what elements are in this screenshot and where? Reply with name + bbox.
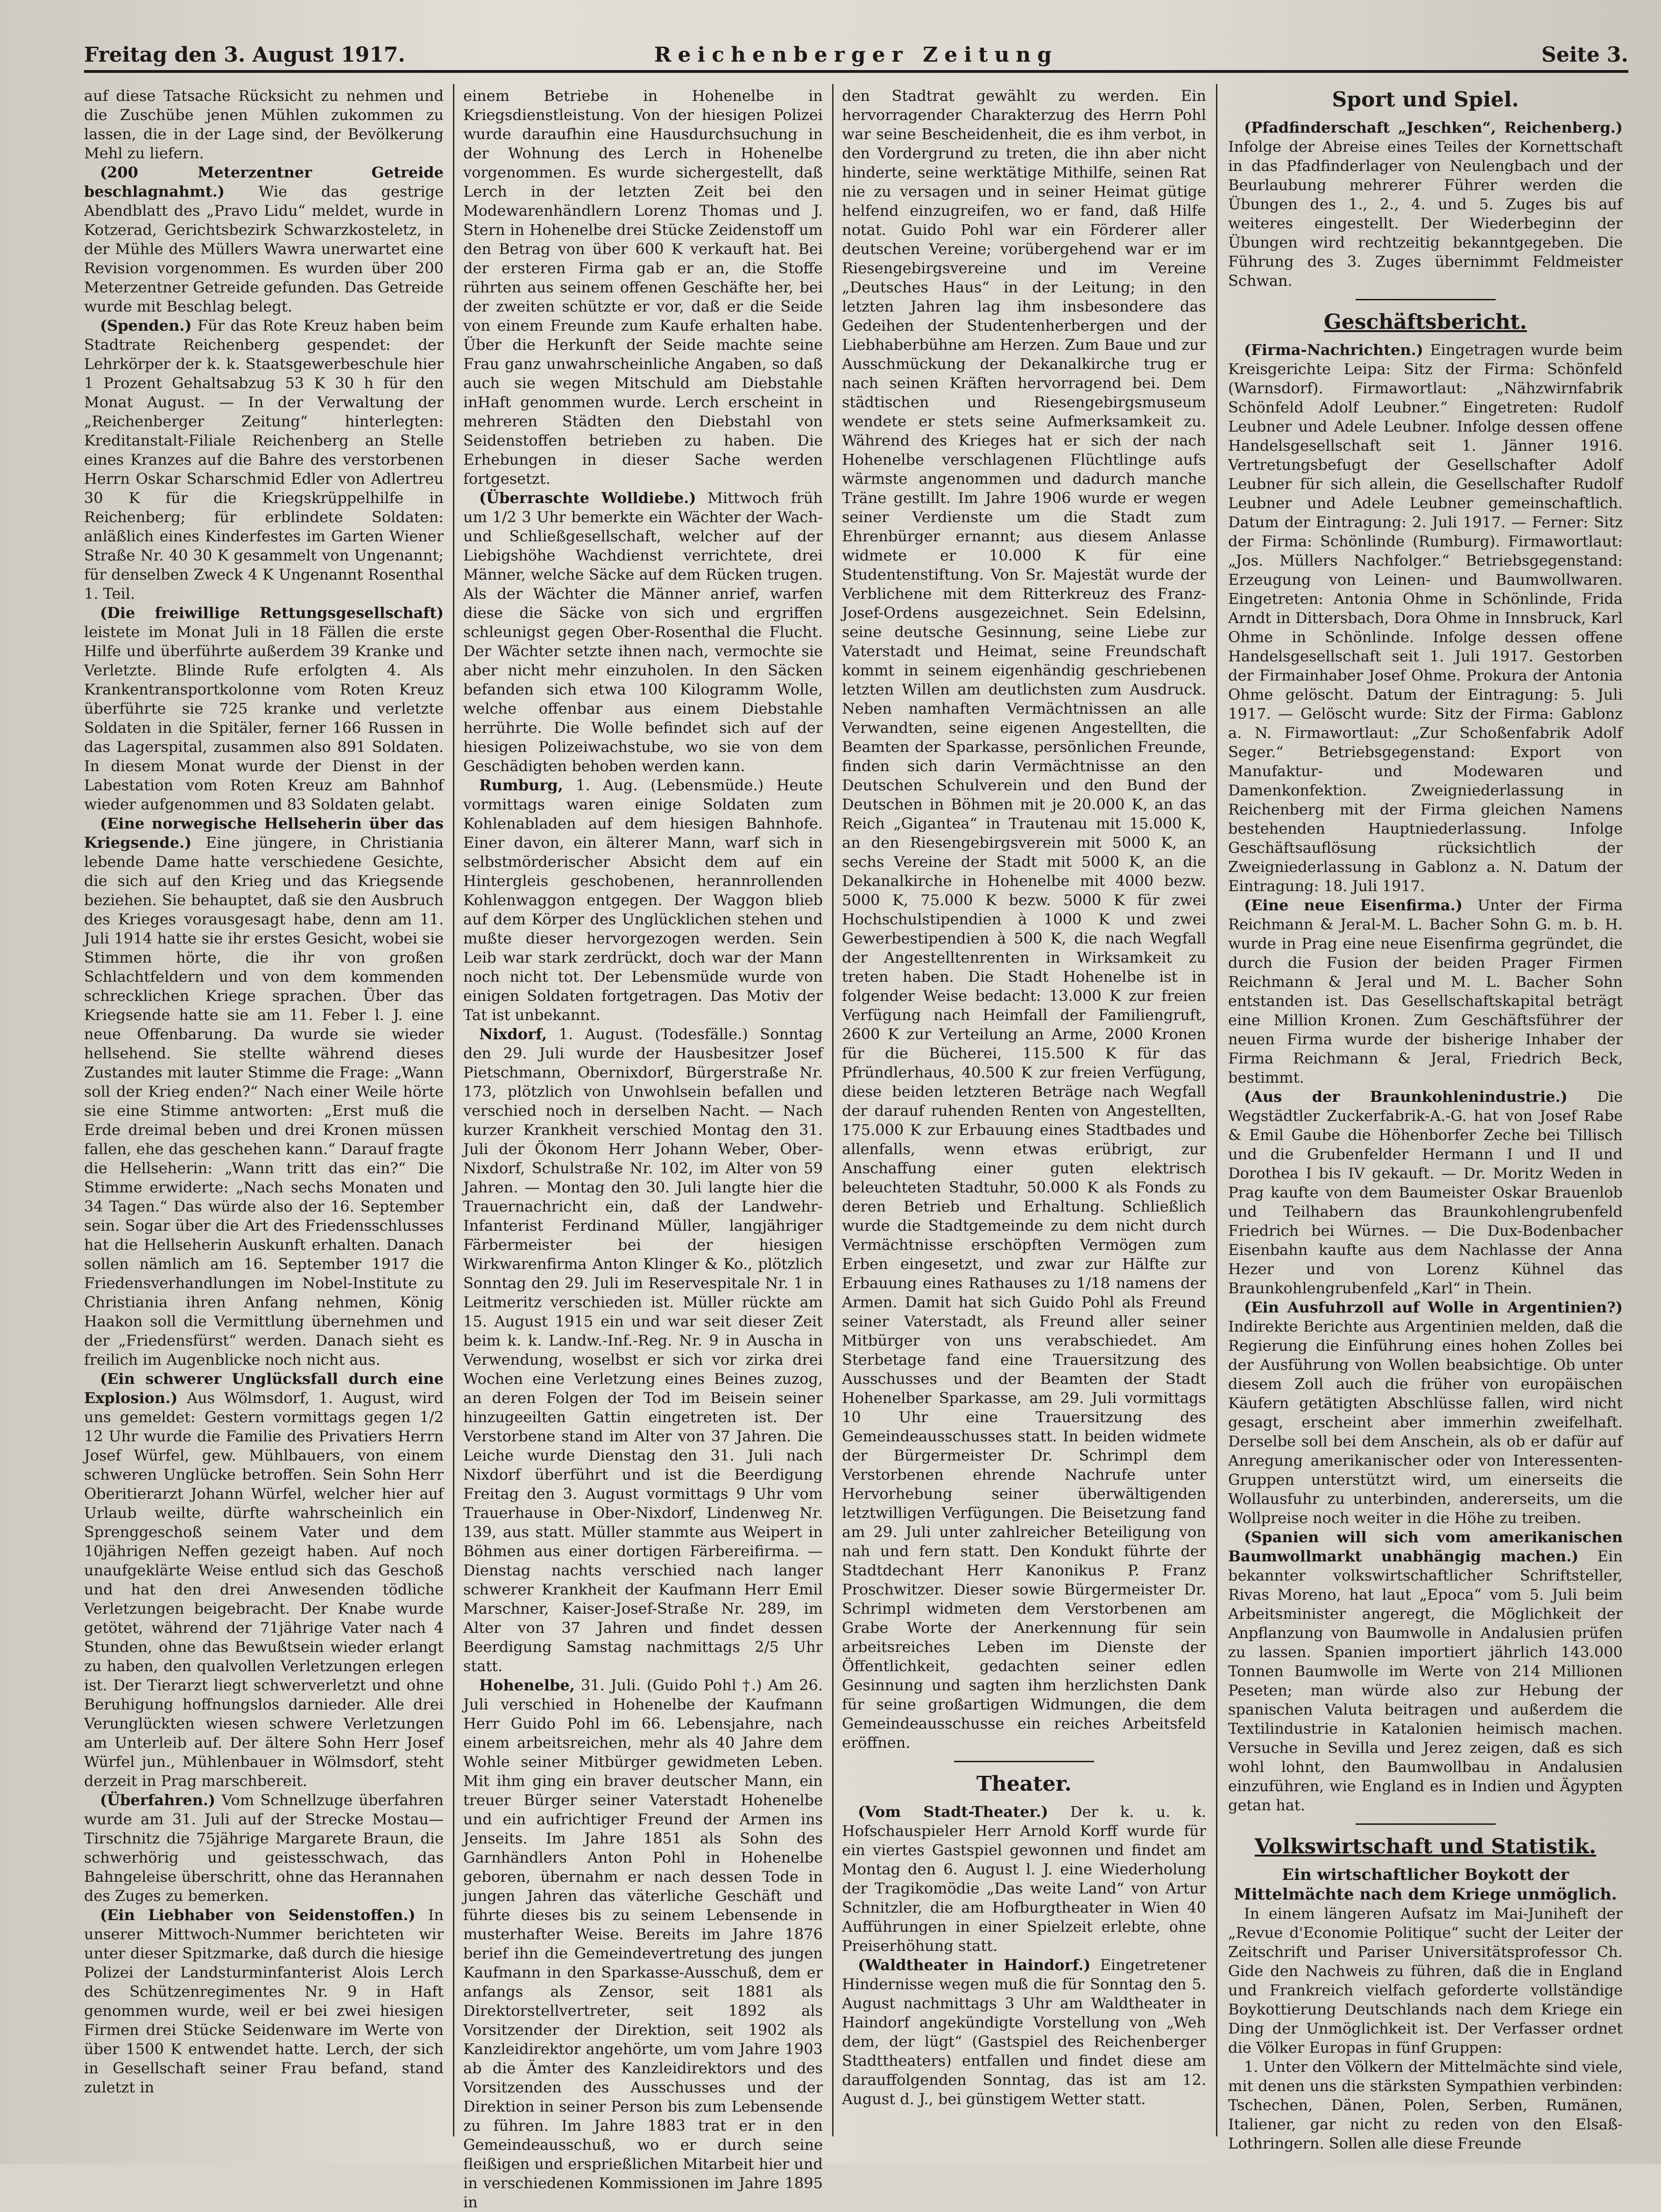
theater-section-title: Theater.	[976, 1772, 1072, 1796]
article-paragraph	[84, 1791, 444, 1906]
article-text: Eingetretener Hindernisse wegen muß die für Sonntag den 5. August nachmittags 3 Uhr am Waldtheater in Haindorf angekündigte Vorstellung von „Weh dem, der lügt“ (Gastspiel des Reichenberger Stadttheaters) entfallen und findet diese am darauffolgenden Sonntag, das ist am 12. August d. J., bei günstigem Wetter statt.	[842, 1956, 1206, 2108]
article-heading: (Ein Liebhaber von Seidenstoffen.)	[100, 1906, 416, 1924]
article-text: Unter der Firma Reichmann & Jeral-M. L. Bacher Sohn G. m. b. H. wurde in Prag eine neue Eisenfirma gegründet, die durch die Fusion der beiden Prager Firmen Reichmann & Jeral und M. L. Bacher Sohn entstanden ist. Das Gesellschaftskapital beträgt eine Million Kronen. Zum Geschäftsführer der neuen Firma wurde der bisherige Inhaber der Firma Reichmann & Jeral, Friedrich Beck, bestimmt.	[1228, 896, 1623, 1086]
article-text: Der k. u. k. Hofschauspieler Herr Arnold Korff wurde für ein viertes Gastspiel gewonnen und findet am Montag den 6. August l. J. eine Wiederholung der Tragikomödie „Das weite Land“ von Artur Schnitzler, die am Hofburgtheater in Wien 40 Aufführungen in einer Spielzeit erlebte, ohne Preiserhöhung statt.	[842, 1803, 1207, 1955]
article-text: 1. Unter den Völkern der Mittelmächte sind viele, mit denen uns die stärksten Sympathien verbinden: Tschechen, Dänen, Polen, Serben, Rumänen, Italiener, gar nicht zu reden von den Elsaß-Lothringern. Sollen alle diese Freunde	[1228, 2058, 1623, 2152]
article-text: Vom Schnellzuge überfahren wurde am 31. Juli auf der Strecke Mostau—Tirschnitz die 75jährige Margarete Braun, die schwerhörig und geistesschwach, das Bahngeleise überschritt, ohne das Herannahen des Zuges zu bemerken.	[84, 1791, 444, 1905]
article-heading: (Spenden.)	[100, 317, 192, 334]
article-heading: (Eine neue Eisenfirma.)	[1244, 896, 1463, 914]
economy-section-title: Volkswirtschaft und Statistik.	[1254, 1835, 1597, 1858]
column-1	[84, 86, 444, 2136]
article-text: leistete im Monat Juli in 18 Fällen die erste Hilfe und überführte außerdem 39 Kranke und Verletzte. Blinde Rufe erfolgten 4. Als Krankentransportkolonne vom Roten Kreuz überführte sie 725 kranke und verletzte Soldaten in die Spitäler, ferner 166 Russen in das Lagerspital, zusammen also 891 Soldaten. In diesem Monat wurde der Dienst in der Labestation vom Roten Kreuz am Bahnhof wieder aufgenommen und 83 Soldaten gelabt.	[84, 623, 444, 813]
article-heading: (Ein schwerer Unglücksfall durch eine Explosion.)	[84, 1370, 444, 1407]
article-paragraph	[842, 1802, 1206, 1956]
article-heading: (Pfadfinderschaft „Jeschken“, Reichenberg.)	[1244, 119, 1623, 136]
header-date: Freitag den 3. August 1917.	[84, 43, 405, 67]
article-paragraph	[1228, 340, 1623, 896]
article-text: auf diese Tatsache Rücksicht zu nehmen und die Zuschübe jenen Mühlen zukommen zu lassen, die in der Lage sind, der Bevölkerung Mehl zu liefern.	[84, 87, 444, 162]
article-heading: (Überraschte Wolldiebe.)	[479, 489, 696, 507]
article-text: Für das Rote Kreuz haben beim Stadtrate Reichenberg gespendet: der Lehrkörper der k. k. Staatsgewerbeschule hier 1 Prozent Gehaltsabzug 53 K 30 h für den Monat August. — In der Verwaltung der „Reichenberger Zeitung“ hinterlegten: Kreditanstalt-Filiale Reichenberg an Stelle eines Kranzes auf die Bahre des verstorbenen Herrn Oskar Scharschmid Edler von Adlertreu 30 K für die Kriegskrüppelhilfe in Reichenberg; für erblindete Soldaten: anläßlich eines Kinderfestes im Garten Wiener Straße Nr. 40 30 K gesammelt von Ungenannt; für denselben Zweck 4 K Ungenannt Rosenthal 1. Teil.	[84, 317, 444, 603]
article-paragraph	[84, 814, 444, 1369]
column-3	[842, 86, 1206, 2136]
article-paragraph	[1228, 2057, 1623, 2153]
article-heading: (Eine norwegische Hellseherin über das Kriegsende.)	[84, 815, 444, 851]
article-paragraph	[1228, 1528, 1623, 1815]
article-text: Eine jüngere, in Christiania lebende Dame hatte verschiedene Gesichte, die sich auf den Krieg und das Kriegsende beziehen. Sie behauptet, daß sie den Ausbruch des Krieges vorausgesagt habe, denn am 11. Juli 1914 hatte sie ihr erstes Gesicht, wobei sie Stimmen hörte, die ihr von großen Schlachtfeldern und von dem kommenden schrecklichen Kriege sprachen. Über das Kriegsende hatte sie am 11. Feber l. J. eine neue Offenbarung. Da wurde sie wieder hellsehend. Sie stellte während dieses Zustandes mit lauter Stimme die Frage: „Wann soll der Krieg enden?“ Nach einer Weile hörte sie eine Stimme antworten: „Erst muß die Erde dreimal beben und drei Kronen müssen fallen, ehe das geschehen kann.“ Darauf fragte die Hellseherin: „Wann tritt das ein?“ Die Stimme erwiderte: „Nach sechs Monaten und 34 Tagen.“ Das würde also der 16. September sein. Sogar über die Art des Friedensschlusses hat die Hellseherin Auskunft erhalten. Danach sollen nämlich am 16. September 1917 die Friedensverhandlungen im Nobel-Institute zu Christiania ihren Anfang nehmen, König Haakon soll die Vermittlung übernehmen und der „Friedensfürst“ werden. Danach sieht es freilich im Augenblicke noch nicht aus.	[84, 834, 444, 1368]
article-text: den Stadtrat gewählt zu werden. Ein hervorragender Charakterzug des Herrn Pohl war seine Bescheidenheit, die es ihm verbot, in den Vordergrund zu treten, die ihn aber nicht hinderte, seine werktätige Mithilfe, seinen Rat nie zu versagen und in seiner Heimat gütige helfend einzugreifen, wo er fand, daß Hilfe notat. Guido Pohl war ein Förderer aller deutschen Vereine; vorübergehend war er im Riesengebirgsvereine und im Vereine „Deutsches Haus“ in der Leitung; in den letzten Jahren lag ihm insbesondere das Gedeihen der Studentenherbergen und der Liebhaberbühne am Herzen. Zum Baue und zur Ausschmückung der Dekanalkirche trug er nach seinen Kräften hervorragend bei. Dem städtischen und Riesengebirgsmuseum wendete er stets seine Aufmerksamkeit zu. Während des Krieges hat er sich der nach Hohenelbe verschlagenen Flüchtlinge aufs wärmste angenommen und dadurch manche Träne gestillt. Im Jahre 1906 wurde er wegen seiner Verdienste um die Stadt zum Ehrenbürger ernannt; aus diesem Anlasse widmete er 10.000 K für eine Studentenstiftung. Von Sr. Majestät wurde der Verblichene mit dem Ritterkreuz des Franz-Josef-Ordens ausgezeichnet. Sein Edelsinn, seine deutsche Gesinnung, seine Liebe zur Vaterstadt und Heimat, seine Freundschaft kommt in seinem eigenhändig geschriebenen letzten Willen am deutlichsten zum Ausdruck. Neben namhaften Vermächtnissen an alle Verwandten, seine eigenen Angestellten, die Beamten der Sparkasse, persönlichen Freunde, finden sich darin Vermächtnisse an den Deutschen Schulverein und den Bund der Deutschen in Böhmen mit je 20.000 K, an das Reich „Gigantea“ in Trautenau mit 15.000 K, an den Riesengebirgsverein mit 5000 K, an sechs Vereine der Stadt mit 5000 K, an die Dekanalkirche in Hohenelbe mit 4000 bezw. 5000 K, 75.000 K bezw. 5000 K für zwei Hochschulstipendien à 1000 K und zwei Gewerbestipendien à 500 K, die nach Wegfall der Angestelltenrenten in Wirksamkeit zu treten haben. Die Stadt Hohenelbe ist in folgender Weise bedacht: 13.000 K zur freien Verfügung nach Heimfall der Familiengruft, 2600 K zur Verteilung an Arme, 2000 Kronen für die Bücherei, 115.500 K für das Pfründlerhaus, 40.500 K zur freien Verfügung, diese beiden letzteren Beträge nach Wegfall der darauf ruhenden Renten von Angestellten, 175.000 K zur Erbauung eines Stadtbades und allenfalls, wenn etwas erübrigt, zur Anschaffung einer guten elektrisch beleuchteten Stadtuhr, 50.000 K als Fonds zu deren Betrieb und Erhaltung. Schließlich wurde die Stadtgemeinde zu dem nicht durch Vermächtnisse erschöpften Vermögen zum Erben eingesetzt, und zwar zur Hälfte zur Erbauung eines Rathauses zu 1/18 namens der Armen. Damit hat sich Guido Pohl als Freund seiner Vaterstadt, als Freund aller seiner Mitbürger von uns verabschiedet. Am Sterbetage fand eine Trauersitzung des Ausschusses und der Beamten der Stadt Hohenelber Sparkasse, am 29. Juli vormittags 10 Uhr eine Trauersitzung des Gemeindeausschusses statt. In beiden widmete der Bürgermeister Dr. Schrimpl dem Verstorbenen ehrende Nachrufe unter Hervorhebung seiner überwältigenden letztwilligen Verfügungen. Die Beisetzung fand am 29. Juli unter zahlreicher Beteiligung von nah und fern statt. Den Kondukt führte der Stadtdechant Herr Kanonikus P. Franz Proschwitzer. Dieser sowie Bürgermeister Dr. Schrimpl widmeten dem Verstorbenen am Grabe Worte der Anerkennung für sein arbeitsreiches Leben im Dienste der Öffentlichkeit, gedachten seiner edlen Gesinnung und sagten ihm herzlichsten Dank für seine großartigen Widmungen, die dem Gemeindeausschusse ein reiches Arbeitsfeld eröffnen.	[842, 87, 1206, 1751]
article-text: Aus Wölmsdorf, 1. August, wird uns gemeldet: Gestern vormittags gegen 1/2 12 Uhr wurde die Familie des Privatiers Herrn Josef Würfel, gew. Mühlbauers, von einem schweren Unglücke betroffen. Sein Sohn Herr Oberitierarzt Johann Würfel, welcher hier auf Urlaub weilte, dürfte wahrscheinlich ein Sprenggeschoß seinem Vater und dem 10jährigen Neffen gezeigt haben. Auf noch unaufgeklärte Weise entlud sich das Geschoß und hat den drei Anwesenden tödliche Verletzungen beigebracht. Der Knabe wurde getötet, während der 71jährige Vater nach 4 Stunden, ohne das Bewußtsein wieder erlangt zu haben, den qualvollen Verletzungen erlegen ist. Der Tierarzt liegt schwerverletzt und ohne Beruhigung hoffnungslos darnieder. Alle drei Verunglückten wiesen schwere Verletzungen am Unterleib auf. Der ältere Sohn Herr Josef Würfel jun., Mühlenbauer in Wölmsdorf, steht derzeit in Prag marschbereit.	[84, 1389, 444, 1790]
article-heading: Hohenelbe,	[479, 1676, 575, 1694]
article-paragraph	[84, 86, 444, 163]
article-paragraph	[84, 163, 444, 316]
section-separator	[1356, 1823, 1496, 1825]
article-paragraph	[1228, 118, 1623, 291]
column-rule	[832, 84, 834, 2136]
article-heading: (200 Meterzentner Getreide beschlagnahmt.)	[84, 163, 444, 200]
article-text: 31. Juli. (Guido Pohl †.) Am 26. Juli verschied in Hohenelbe der Kaufmann Herr Guido Pohl im 66. Lebensjahre, nach einem arbeitsreichen, mehr als 40 Jahre dem Wohle seiner Mitbürger gewidmeten Leben. Mit ihm ging ein braver deutscher Mann, ein treuer Bürger seiner Vaterstadt Hohenelbe und ein aufrichtiger Freund der Armen ins Jenseits. Im Jahre 1851 als Sohn des Garnhändlers Anton Pohl in Hohenelbe geboren, übernahm er nach dessen Tode in jungen Jahren das väterliche Geschäft und führte dieses bis zu seinem Lebensende in musterhafter Weise. Bereits im Jahre 1876 berief ihn die Gemeindevertretung des jungen Kaufmann in den Sparkasse-Ausschuß, dem er anfangs als Zensor, seit 1881 als Direktorstellvertreter, seit 1892 als Vorsitzender der Direktion, seit 1902 als Kanzleidirektor angehörte, um vom Jahre 1903 ab die Ämter des Kanzleidirektors und des Vorsitzenden des Ausschusses und der Direktion in seiner Person bis zum Lebensende zu führen. Im Jahre 1883 trat er in den Gemeindeausschuß, wo er durch seine fleißigen und ersprießlichen Mitarbeit hier und in verschiedenen Kommissionen im Jahre 1895 in	[463, 1676, 823, 2211]
article-heading: Rumburg,	[479, 776, 563, 794]
article-text: Mittwoch früh um 1/2 3 Uhr bemerkte ein Wächter der Wach- und Schließgesellschaft, welcher auf der Liebigshöhe Wachdienst verrichtete, drei Männer, welche Säcke auf dem Rücken trugen. Als der Wächter die Männer anrief, warfen diese die Säcke von sich und ergriffen schleunigst gegen Ober-Rosenthal die Flucht. Der Wächter setzte ihnen nach, vermochte sie aber nicht mehr einzuholen. In den Säcken befanden sich etwa 100 Kilogramm Wolle, welche offenbar aus einem Diebstahle herrührte. Die Wolle befindet sich auf der hiesigen Polizeiwachstube, wo sie von dem Geschädigten behoben werden kann.	[463, 489, 823, 775]
article-heading: (Spanien will sich vom amerikanischen Baumwollmarkt unabhängig machen.)	[1228, 1528, 1623, 1565]
article-heading: (Waldtheater in Haindorf.)	[858, 1956, 1091, 1974]
article-text: 1. August. (Todesfälle.) Sonntag den 29. Juli wurde der Hausbesitzer Josef Pietschmann, Obernixdorf, Bürgerstraße Nr. 173, plötzlich von Unwohlsein befallen und verschied noch in derselben Nacht. — Nach kurzer Krankheit verschied Montag den 31. Juli der Ökonom Herr Johann Weber, Ober-Nixdorf, Schulstraße Nr. 102, im Alter von 59 Jahren. — Montag den 30. Juli langte hier die Trauernachricht ein, daß der Landwehr-Infanterist Ferdinand Müller, langjähriger Färbermeister bei der hiesigen Wirkwarenfirma Anton Klinger & Ko., plötzlich Sonntag den 29. Juli im Reservespitale Nr. 1 in Leitmeritz verschieden ist. Müller rückte am 15. August 1915 ein und war seit dieser Zeit beim k. k. Landw.-Inf.-Reg. Nr. 9 in Auscha in Verwendung, woselbst er sich vor zirka drei Wochen eine Verletzung eines Beines zuzog, an deren Folgen der Tod im Beisein seiner hinzugeeilten Gattin eingetreten ist. Der Verstorbene stand im Alter von 37 Jahren. Die Leiche wurde Dienstag den 31. Juli nach Nixdorf überführt und ist die Beerdigung Freitag den 3. August vormittags 9 Uhr vom Trauerhause in Ober-Nixdorf, Lindenweg Nr. 139, aus statt. Müller stammte aus Weipert in Böhmen aus einer dortigen Färbereifirma. — Dienstag nachts verschied nach langer schwerer Krankheit der Kaufmann Herr Emil Marschner, Kaiser-Josef-Straße Nr. 289, im Alter von 37 Jahren und findet dessen Beerdigung Samstag nachmittags 2/5 Uhr statt.	[463, 1025, 823, 1675]
column-2	[463, 86, 823, 2211]
column-4	[1228, 86, 1623, 2152]
article-text: Infolge der Abreise eines Teiles der Kornettschaft in das Pfadfinderlager von Neulengbach und der Beurlaubung mehrerer Führer werden die Übungen des 1., 2., 4. und 5. Zuges bis auf weiteres eingestellt. Der Wiederbeginn der Übungen wird rechtzeitig bekanntgegeben. Die Führung des 3. Zuges übernimmt Feldmeister Schwan.	[1228, 138, 1623, 290]
economy-subheading: Ein wirtschaftlicher Boykott der Mittelmächte nach dem Kriege unmöglich.	[1234, 1865, 1617, 1904]
article-heading: (Überfahren.)	[100, 1791, 216, 1809]
page-header	[84, 41, 1628, 73]
article-text: einem Betriebe in Hohenelbe in Kriegsdienstleistung. Von der hiesigen Polizei wurde daraufhin eine Hausdurchsuchung in der Wohnung des Lerch in Hohenelbe vorgenommen. Es wurde sichergestellt, daß Lerch in der letzten Zeit bei den Modewarenhändlern Lorenz Thomas und J. Stern in Hohenelbe drei Stücke Zeidenstoff um den Betrag von über 600 K verkauft hat. Bei der ersteren Firma gab er an, die Stoffe rührten aus seinem offenen Geschäfte her, bei der zweiten schützte er vor, daß er die Seide von einem Freunde zum Kaufe erhalten habe. Über die Herkunft der Seide machte seine Frau ganz unwahrscheinliche Angaben, so daß auch sie wegen Mitschuld am Diebstahle inHaft genommen wurde. Lerch erscheint in mehreren Städten den Diebstahl von Seidenstoffen betrieben zu haben. Die Erhebungen in dieser Sache werden fortgesetzt.	[463, 87, 823, 488]
article-text: In unserer Mittwoch-Nummer berichteten wir unter dieser Spitzmarke, daß durch die hiesige Polizei der Landsturminfanterist Alois Lerch des Schützenregimentes Nr. 9 in Haft genommen wurde, weil er bei zwei hiesigen Firmen drei Stücke Seidenware im Werte von über 1500 K entwendet hatte. Lerch, der sich in Gesellschaft seiner Frau befand, stand zuletzt in	[84, 1906, 444, 2096]
article-paragraph	[84, 1369, 444, 1791]
article-paragraph	[84, 603, 444, 814]
article-heading: (Aus der Braunkohlenindustrie.)	[1244, 1088, 1568, 1106]
article-heading: Nixdorf,	[479, 1025, 547, 1043]
article-text: Wie das gestrige Abendblatt des „Pravo Lidu“ meldet, wurde in Kotzerad, Gerichtsbezirk Schwarzkosteletz, in der Mühle des Müllers Wawra unerwartet eine Revision vorgenommen. Es wurden über 200 Meterzentner Getreide gefunden. Das Getreide wurde mit Beschlag belegt.	[84, 183, 444, 315]
article-heading: (Die freiwillige Rettungsgesellschaft)	[100, 604, 444, 622]
masthead: Reichenberger Zeitung	[654, 43, 1059, 67]
article-heading: (Vom Stadt-Theater.)	[858, 1803, 1048, 1821]
page-number: Seite 3.	[1541, 43, 1628, 67]
article-text: Die Wegstädtler Zuckerfabrik-A.-G. hat von Josef Rabe & Emil Gaube die Höhenborfer Zeche bei Tillisch und die Grubenfelder Hermann I und II und Dorothea I bis IV gekauft. — Dr. Moritz Weden in Prag kaufte von dem Baumeister Oskar Brauenlob und Teilhabern das Braunkohlengrubenfeld Friedrich bei Würnes. — Die Dux-Bodenbacher Eisenbahn kaufte aus dem Nachlasse der Anna Hezer und von Lorenz Kühnel das Braunkohlengrubenfeld „Karl“ in Thein.	[1228, 1088, 1623, 1297]
article-text: 1. Aug. (Lebensmüde.) Heute vormittags waren einige Soldaten zum Kohlenabladen auf dem hiesigen Bahnhofe. Einer davon, ein älterer Mann, warf sich in selbstmörderischer Absicht dem auf ein Hintergleis geschobenen, herannrollenden Kohlenwaggon entgegen. Der Waggon blieb auf dem Körper des Unglücklichen stehen und mußte dieser hervorgezogen werden. Sein Leib war stark zerdrückt, doch war der Mann noch nicht tot. Der Lebensmüde wurde von einigen Soldaten fortgetragen. Das Motiv der Tat ist unbekannt.	[463, 776, 823, 1024]
article-paragraph	[84, 316, 444, 603]
section-separator	[1356, 299, 1496, 300]
article-paragraph	[463, 776, 823, 1025]
article-text: Ein bekannter volkswirtschaftlicher Schriftsteller, Rivas Moreno, hat laut „Epoca“ vom 5. Juli beim Arbeitsminister angeregt, die Möglichkeit der Anpflanzung von Baumwolle in Andalusien prüfen zu lassen. Spanien importiert jährlich 143.000 Tonnen Baumwolle im Werte von 214 Millionen Peseten; man würde also zur Hebung der spanischen Valuta beitragen und außerdem die Textilindustrie in Katalonien heimisch machen. Versuche in Sevilla und Jerez zeigen, daß es sich wohl lohnt, den Baumwollbau in Andalusien einzuführen, wie England es in Indien und Ägypten getan hat.	[1228, 1547, 1623, 1814]
section-separator	[954, 1761, 1094, 1762]
article-paragraph	[463, 489, 823, 776]
article-paragraph	[463, 1025, 823, 1676]
sport-section-title: Sport und Spiel.	[1332, 88, 1519, 112]
article-paragraph	[463, 1676, 823, 2212]
article-text: In einem längeren Aufsatz im Mai-Juniheft der „Revue d'Economie Politique“ sucht der Leiter der Zeitschrift und Pariser Universitätsprofessor Ch. Gide den Nachweis zu führen, daß die in England und Frankreich vielfach geforderte vollständige Boykottierung Deutschlands nach dem Kriege ein Ding der Unmöglichkeit ist. Der Verfasser ordnet die Völker Europas in fünf Gruppen:	[1228, 1905, 1623, 2056]
article-paragraph	[1228, 1298, 1623, 1528]
article-paragraph	[1228, 1904, 1623, 2057]
business-section-title: Geschäftsbericht.	[1324, 310, 1527, 334]
article-paragraph	[842, 86, 1206, 1752]
article-heading: (Firma-Nachrichten.)	[1244, 341, 1423, 359]
article-text: Eingetragen wurde beim Kreisgerichte Leipa: Sitz der Firma: Schönfeld (Warnsdorf). Firmawortlaut: „Nähzwirnfabrik Schönfeld Adolf Leubner.“ Eingetreten: Rudolf Leubner und Adele Leubner. Infolge dessen offene Handelsgesellschaft seit 1. Jänner 1916. Vertretungsbefugt der Gesellschafter Adolf Leubner für sich allein, die Gesellschafter Rudolf Leubner und Adele Leubner gemeinschaftlich. Datum der Eintragung: 2. Juli 1917. — Ferner: Sitz der Firma: Schönlinde (Rumburg). Firmawortlaut: „Jos. Müllers Nachfolger.“ Betriebsgegenstand: Erzeugung von Leinen- und Baumwollwaren. Eingetreten: Antonia Ohme in Schönlinde, Frida Arndt in Dittersbach, Dora Ohme in Innsbruck, Karl Ohme in Schönlinde. Infolge dessen offene Handelsgesellschaft seit 1. Juli 1917. Gestorben der Firmainhaber Josef Ohme. Prokura der Antonia Ohme gelöscht. Datum der Eintragung: 5. Juli 1917. — Gelöscht wurde: Sitz der Firma: Gablonz a. N. Firmawortlaut: „Zur Schoßenfabrik Adolf Seger.“ Betriebsgegenstand: Export von Manufaktur- und Modewaren und Damenkonfektion. Zweigniederlassung in Reichenberg mit der Firma gleichen Namens bestehenden Hauptniederlassung. Infolge Geschäftsauflösung rücksichtlich der Zweigniederlassung in Gablonz a. N. Datum der Eintragung: 18. Juli 1917.	[1228, 341, 1623, 895]
article-paragraph	[84, 1906, 444, 2097]
article-heading: (Ein Ausfuhrzoll auf Wolle in Argentinien?)	[1244, 1298, 1623, 1316]
column-rule	[1216, 84, 1217, 2136]
article-paragraph	[1228, 1087, 1623, 1298]
article-paragraph	[842, 1956, 1206, 2109]
article-paragraph	[1228, 896, 1623, 1087]
column-rule	[453, 84, 454, 2136]
article-paragraph	[463, 86, 823, 489]
article-text: Indirekte Berichte aus Argentinien melden, daß die Regierung die Einführung eines hohen Zolles bei der Ausführung von Wollen beabsichtige. Ob unter diesem Zoll auch die früher von europäischen Käufern getätigten Abschlüsse fallen, wird nicht gesagt, erscheint aber immerhin zweifelhaft. Derselbe soll bei dem Anschein, als ob er dafür auf Anregung amerikanischer oder von Interessenten-Gruppen unterstützt wird, um einerseits die Wollausfuhr zu unterbinden, andererseits, um die Wollpreise noch weiter in die Höhe zu treiben.	[1228, 1318, 1623, 1527]
